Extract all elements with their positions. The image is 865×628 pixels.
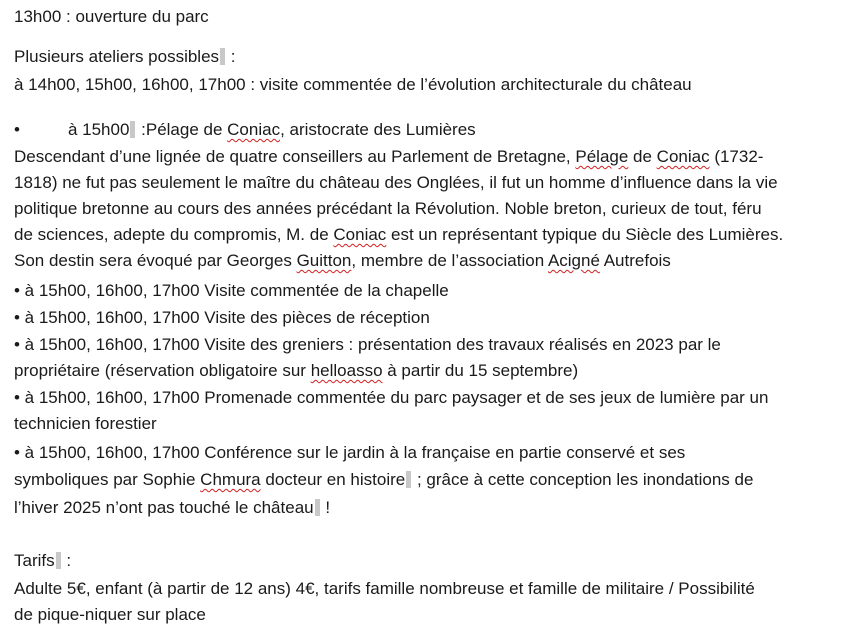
ateliers-heading-colon: :: [226, 47, 236, 66]
paragraph-text: (1732-: [709, 147, 764, 166]
ateliers-heading: Plusieurs ateliers possibles: [14, 47, 220, 66]
list-item-text: • à 15h00, 16h00, 17h00 Visite commentée de la chapelle: [14, 281, 449, 300]
list-item: [14, 385, 768, 411]
spellcheck-word: Coniac: [227, 120, 281, 139]
tarifs-heading-colon: :: [61, 551, 72, 570]
conference-title-line: [14, 117, 476, 143]
paragraph-text: 1818) ne fut pas seulement le maître du château des Onglées, il fut un homme d’influence dans la vie: [14, 173, 778, 192]
paragraph-text: Autrefois: [599, 251, 671, 270]
visite-archi-line: [14, 72, 692, 98]
paragraph-line: [14, 248, 671, 274]
tarifs-line: [14, 576, 755, 602]
paragraph-text: politique bretonne au cours des années précédant la Révolution. Noble breton, curieux de tout, féru: [14, 199, 762, 218]
list-item-text: • à 15h00, 16h00, 17h00 Visite des greniers : présentation des travaux réalisés en 2023 par le: [14, 335, 721, 354]
list-item-text: symboliques par Sophie: [14, 470, 201, 489]
paragraph-text: est un représentant typique du Siècle des Lumières.: [386, 225, 784, 244]
paragraph-text: de: [628, 147, 657, 166]
conference-title-pre: :Pélage de: [136, 120, 228, 139]
list-item-text: l’hiver 2025 n’ont pas touché le château: [14, 498, 314, 517]
list-item: [14, 305, 430, 331]
text-cursor-mark: [220, 48, 225, 65]
spellcheck-word: Guitton: [296, 251, 352, 270]
spellcheck-word: Chmura: [200, 470, 261, 489]
spellcheck-word: helloasso: [310, 361, 383, 380]
opening-text: 13h00 : ouverture du parc: [14, 7, 209, 26]
paragraph-text: Descendant d’une lignée de quatre conseillers au Parlement de Bretagne,: [14, 147, 576, 166]
paragraph-line: [14, 170, 778, 196]
bullet-marker: •: [14, 120, 20, 139]
text-cursor-mark: [406, 471, 411, 488]
list-item-text: ; grâce à cette conception les inondations de: [412, 470, 754, 489]
paragraph-text: Son destin sera évoqué par Georges: [14, 251, 297, 270]
list-item-text: • à 15h00, 16h00, 17h00 Conférence sur le jardin à la française en partie conservé et ses: [14, 443, 686, 462]
conference-time: à 15h00: [67, 120, 130, 139]
text-cursor-mark: [56, 552, 61, 569]
list-item-text: à partir du 15 septembre): [382, 361, 579, 380]
spellcheck-word: Coniac: [656, 147, 710, 166]
spellcheck-word: Coniac: [333, 225, 387, 244]
paragraph-line: [14, 144, 763, 170]
list-item-text: !: [320, 498, 331, 517]
list-item: [14, 278, 449, 304]
paragraph-text: , membre de l’association: [351, 251, 548, 270]
spellcheck-word: Acigné: [547, 251, 600, 270]
tarifs-text: de pique-niquer sur place: [14, 605, 206, 624]
tarifs-line: [14, 602, 206, 628]
paragraph-line: [14, 196, 762, 222]
list-item-continuation: [14, 411, 157, 437]
list-item-text: • à 15h00, 16h00, 17h00 Visite des pièces de réception: [14, 308, 430, 327]
tarifs-heading-line: [14, 548, 71, 574]
list-item-text: • à 15h00, 16h00, 17h00 Promenade commentée du parc paysager et de ses jeux de lumière par un: [14, 388, 769, 407]
paragraph-line: [14, 222, 783, 248]
text-cursor-mark: [130, 121, 135, 138]
list-item-text: technicien forestier: [14, 414, 157, 433]
list-item: [14, 440, 685, 466]
list-item-continuation: [14, 495, 330, 521]
list-item-continuation: [14, 467, 753, 493]
tarifs-text: Adulte 5€, enfant (à partir de 12 ans) 4€, tarifs famille nombreuse et famille de militaire / Possibilité: [14, 579, 755, 598]
list-item-text: propriétaire (réservation obligatoire sur: [14, 361, 311, 380]
ateliers-heading-line: [14, 44, 236, 70]
list-item: [14, 332, 721, 358]
paragraph-text: de sciences, adepte du compromis, M. de: [14, 225, 334, 244]
visite-archi-text: à 14h00, 15h00, 16h00, 17h00 : visite commentée de l’évolution architecturale du château: [14, 75, 692, 94]
text-cursor-mark: [315, 499, 320, 516]
list-item-text: docteur en histoire: [260, 470, 406, 489]
opening-line: [14, 4, 209, 30]
tarifs-heading: Tarifs: [14, 551, 55, 570]
list-item-continuation: [14, 358, 578, 384]
spellcheck-word: Pélage: [575, 147, 629, 166]
conference-title-post: , aristocrate des Lumières: [280, 120, 476, 139]
